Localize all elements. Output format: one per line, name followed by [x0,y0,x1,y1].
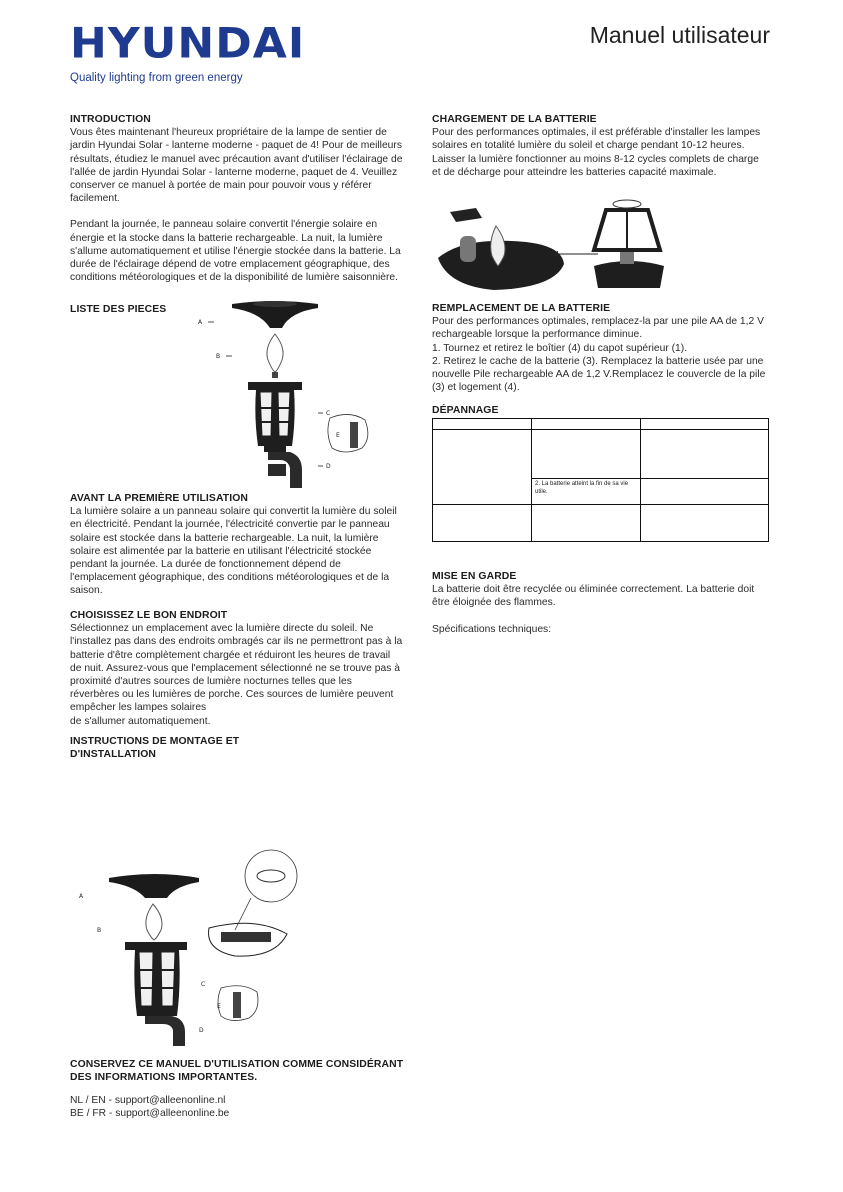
table-cell [532,430,641,479]
warning-heading: MISE EN GARDE [432,571,517,582]
mount-label-a: A [79,893,84,900]
support-nl[interactable]: NL / EN - support@alleenonline.nl [70,1095,226,1106]
mount-label-e: E [217,1003,221,1010]
table-cell [433,505,532,542]
first-use-section [70,492,403,611]
parts-illustration [190,298,380,488]
warning-text: La batterie doit être recyclée ou éliminée correctement. La batterie doit être éloignée des flammes. [432,584,755,609]
mounting-heading-2: D'INSTALLATION [70,749,157,761]
table-row [433,505,769,542]
keep-manual-note [70,1058,410,1084]
label-d: D [326,463,331,470]
replacement-section [432,302,770,394]
brand-tagline: Quality lighting from green energy [70,72,243,84]
brand-logo: HYUNDAI [70,19,306,68]
troubleshooting-table [432,418,769,542]
table-cell: 2. La batterie atteint la fin de sa vie utile. [532,479,641,505]
charging-illustration [434,196,674,296]
label-c: C [326,410,331,417]
charging-section [432,113,770,192]
mount-label-b: B [97,927,102,934]
mount-label-d: D [199,1027,204,1034]
support-be[interactable]: BE / FR - support@alleenonline.be [70,1108,230,1120]
location-heading: CHOISISSEZ LE BON ENDROIT [70,610,228,621]
location-text-2: de s'allumer automatiquement. [70,715,211,727]
label-b: B [216,353,221,360]
location-text: Sélectionnez un emplacement avec la lumière directe du soleil. Ne l'installez pas dans des endroits ombragés car ils ne permettront pas à la batterie d'être complètement chargée et réduiront les heures de travail de nuit. Assurez-vous que l'emplacement sélectionné ne se trouve pas à proximité d'autres sources de lumière nocturnes telles que les réverbères ou les lumières de porche. Ces sources de lumière peuvent empêcher les lampes solaires [70,623,403,714]
replacement-step-2: 2. Retirez le cache de la batterie (3). Remplacez la batterie usée par une nouvelle Pile rechargeable AA de 1,2 V.Remplacez le couvercle de la pile (3) et logement (4). [432,355,766,394]
document-title: Manuel utilisateur [589,22,770,48]
replacement-step-1: 1. Tournez et retirez le boîtier (4) du capot supérieur (1). [432,342,688,354]
label-a: A [198,319,203,326]
intro-paragraph-1: Vous êtes maintenant l'heureux propriétaire de la lampe de sentier de jardin Hyundai Solar - lanterne moderne - paquet de 4! Pour de meilleurs résultats, étudiez le manuel avec précaution avant d'utiliser l'éclairage de l'allée de jardin Hyundai Solar - lanterne moderne, paquet de 4. Veuillez conserver ce manuel à portée de main pour pouvoir vous y référer facilement. [70,127,403,205]
table-cell [641,505,769,542]
troubleshooting-heading: DÉPANNAGE [432,405,499,416]
replacement-text: Pour des performances optimales, remplacez-la par une pile AA de 1,2 V rechargeable lorsque la performance diminue. [432,316,764,341]
specs-section [432,623,770,636]
first-use-heading: AVANT LA PREMIÈRE UTILISATION [70,493,248,504]
table-header-cell [433,419,532,430]
first-use-text: La lumière solaire a un panneau solaire qui convertit la lumière du soleil en électricité. Pendant la journée, l'électricité convertie par le panneau solaire est stockée dans la batterie rechargeable. La nuit, la lumière solaire est alimentée par la batterie en utilisant l'électricité stockée pendant la journée. La durée de fonctionnement dépend de l'emplacement géographique, des conditions météorologiques et de la saison. [70,506,397,597]
intro-heading: INTRODUCTION [70,114,151,125]
intro-section [70,113,403,297]
specs-label: Spécifications techniques: [432,624,552,635]
intro-paragraph-2: Pendant la journée, le panneau solaire convertit l'énergie solaire en énergie et la stocke dans la batterie rechargeable. La nuit, la lumière s'allume automatiquement et utilise l'énergie stockée dans la batterie. La durée de l'éclairage dépend de votre emplacement géographique, des conditions météorologiques et de la disponibilité de lumière saisonnière. [70,219,401,284]
support-contacts [70,1094,403,1120]
charging-text: Pour des performances optimales, il est préférable d'installer les lampes solaires en totalité lumière du soleil et charge pendant 10-12 heures. Laisser la lumière fonctionner au moins 8-12 cycles complets de charge et de décharge pour atteindre les batteries capacité maximale. [432,127,761,178]
mounting-illustration [75,846,295,1046]
replacement-heading: REMPLACEMENT DE LA BATTERIE [432,303,611,314]
table-cell [433,430,532,505]
mount-label-c: C [201,981,206,988]
table-row [433,430,769,479]
label-e: E [336,432,340,439]
table-row [433,419,769,430]
table-cell [641,479,769,505]
troubleshooting-heading-wrap [432,404,770,417]
charging-heading: CHARGEMENT DE LA BATTERIE [432,114,597,125]
table-header-cell [532,419,641,430]
parts-heading-wrap [70,303,190,316]
keep-manual-line-1: CONSERVEZ CE MANUEL D'UTILISATION COMME CONSIDÉRANT [70,1059,404,1070]
mounting-section [70,735,403,761]
keep-manual-line-2: DES INFORMATIONS IMPORTANTES. [70,1072,258,1084]
location-section [70,609,403,728]
table-header-cell [641,419,769,430]
mounting-heading-1: INSTRUCTIONS DE MONTAGE ET [70,736,240,747]
table-cell [532,505,641,542]
warning-section [432,570,770,623]
parts-heading: LISTE DES PIECES [70,304,167,315]
table-cell [641,430,769,479]
